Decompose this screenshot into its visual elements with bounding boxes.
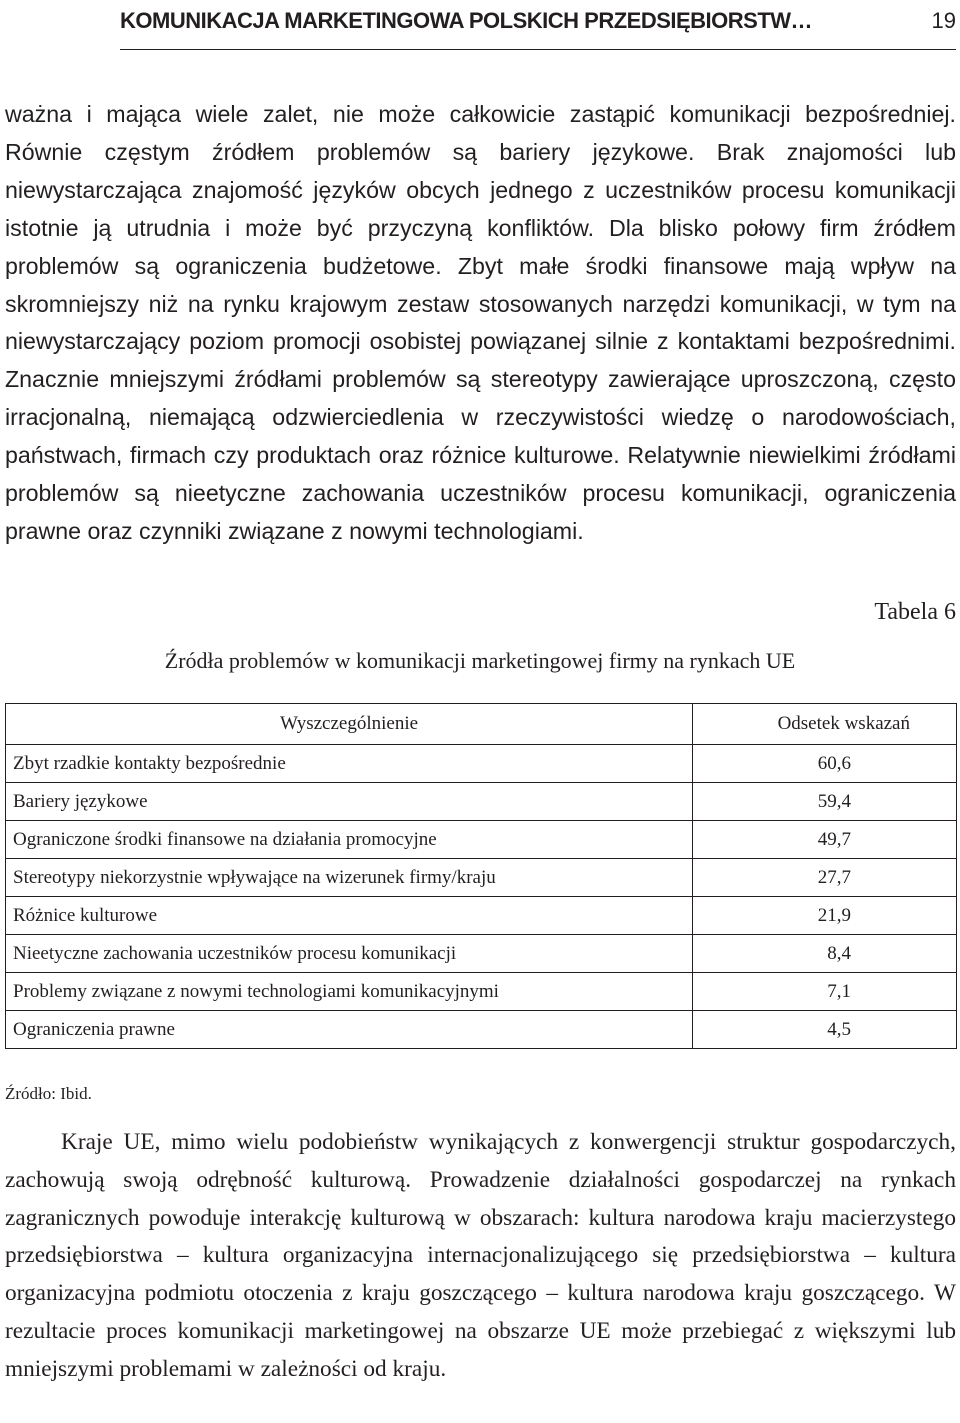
row-label: Ograniczenia prawne (6, 1011, 693, 1049)
running-title: KOMUNIKACJA MARKETINGOWA POLSKICH PRZEDSIĘBIORSTW… (120, 8, 813, 33)
header-rule (120, 49, 956, 50)
body-paragraph-1: ważna i mająca wiele zalet, nie może całkowicie zastąpić komunikacji bezpośredniej. Równie częstym źródłem problemów są bariery językowe. Brak znajomości lub niewystarczająca znajomość języków obcych jednego z uczestników procesu komunikacji istotnie ją utrudnia i może być przyczyną konfliktów. Dla blisko połowy firm źródłem problemów są ograniczenia budżetowe. Zbyt małe środki finansowe mają wpływ na skromniejszy niż na rynku krajowym zestaw stosowanych narzędzi komunikacji, w tym na niewystarczający poziom promocji osobistej powiązanej silnie z kontaktami bezpośrednimi. Znacznie mniejszymi źródłami problemów są stereotypy zawierające uproszczoną, często irracjonalną, niemającą odzwierciedlenia w rzeczywistości wiedzę o narodowościach, państwach, firmach czy produktach oraz różnice kulturowe. Relatywnie niewielkimi źródłami problemów są nieetyczne zachowania uczestników procesu komunikacji, ograniczenia prawne oraz czynniki związane z nowymi technologiami. (5, 101, 956, 544)
row-label: Bariery językowe (6, 783, 693, 821)
page-number: 19 (931, 8, 956, 33)
row-value: 21,9 (693, 897, 957, 935)
row-label: Stereotypy niekorzystnie wpływające na wizerunek firmy/kraju (6, 859, 693, 897)
row-value: 7,1 (693, 973, 957, 1011)
row-label: Nieetyczne zachowania uczestników procesu komunikacji (6, 935, 693, 973)
data-table (5, 703, 957, 1049)
row-value: 60,6 (693, 745, 957, 783)
table-title: Źródła problemów w komunikacji marketingowej firmy na rynkach UE (164, 648, 796, 673)
row-value: 27,7 (693, 859, 957, 897)
column-header: Wyszczególnienie (6, 704, 693, 745)
row-value: 4,5 (693, 1011, 957, 1049)
table-row (6, 859, 957, 897)
row-value: 59,4 (693, 783, 957, 821)
row-value: 8,4 (693, 935, 957, 973)
table-row (6, 935, 957, 973)
table-header-row (6, 704, 957, 745)
row-label: Różnice kulturowe (6, 897, 693, 935)
row-value: 49,7 (693, 821, 957, 859)
body-paragraph-2: Kraje UE, mimo wielu podobieństw wynikających z konwergencji struktur gospodarczych, zachowują swoją odrębność kulturową. Prowadzenie działalności gospodarczej na rynkach zagranicznych powoduje interakcję kulturową w obszarach: kultura narodowa kraju macierzystego przedsiębiorstwa – kultura organizacyjna internacjonalizującego się przedsiębiorstwa – kultura organizacyjna podmiotu otoczenia z kraju goszczącego – kultura narodowa kraju goszczącego. W rezultacie proces komunikacji marketingowej na obszarze UE może przebiegać z większymi lub mniejszymi problemami w zależności od kraju. (5, 1129, 956, 1382)
table-row (6, 821, 957, 859)
table-label: Tabela 6 (874, 599, 956, 625)
table-row (6, 973, 957, 1011)
row-label: Problemy związane z nowymi technologiami komunikacyjnymi (6, 973, 693, 1011)
table-row (6, 897, 957, 935)
row-label: Ograniczone środki finansowe na działania promocyjne (6, 821, 693, 859)
table-source-note: Źródło: Ibid. (5, 1084, 92, 1103)
page-header (120, 6, 956, 46)
table-row (6, 745, 957, 783)
column-header: Odsetek wskazań (693, 704, 957, 745)
row-label: Zbyt rzadkie kontakty bezpośrednie (6, 745, 693, 783)
table-row (6, 1011, 957, 1049)
table-row (6, 783, 957, 821)
